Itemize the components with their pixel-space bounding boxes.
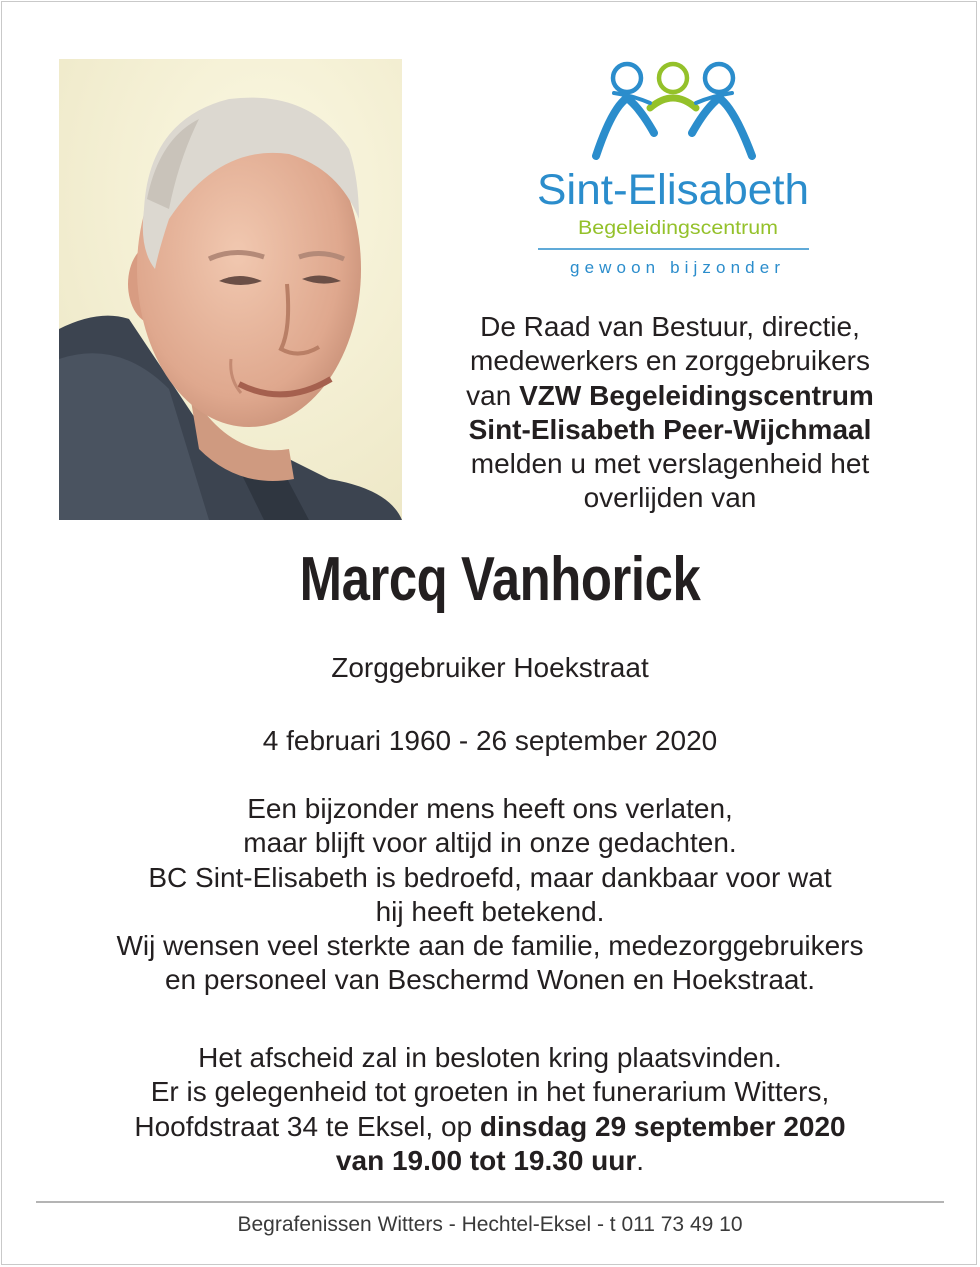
- message-line: maar blijft voor altijd in onze gedachten.: [243, 827, 737, 859]
- message-line: Wij wensen veel sterkte aan de familie, medezorggebruikers: [116, 930, 864, 962]
- farewell-time: van 19.00 tot 19.30 uur: [335, 1144, 637, 1176]
- farewell-info: [40, 1041, 940, 1178]
- farewell-line: Er is gelegenheid tot groeten in het funerarium Witters,: [150, 1076, 830, 1108]
- announcement-intro: [420, 310, 920, 516]
- message-line: BC Sint-Elisabeth is bedroefd, maar dankbaar voor wat: [148, 861, 832, 893]
- life-dates: 4 februari 1960 - 26 september 2020: [262, 725, 718, 756]
- sint-elisabeth-logo: [532, 58, 814, 280]
- logo-subtitle: Begeleidingscentrum: [578, 218, 778, 239]
- farewell-line: Het afscheid zal in besloten kring plaatsvinden.: [198, 1042, 782, 1073]
- intro-line: medewerkers en zorggebruikers: [470, 345, 870, 377]
- logo-name: Sint-Elisabeth: [537, 166, 809, 214]
- deceased-role: Zorggebruiker Hoekstraat: [331, 652, 649, 683]
- intro-text: van: [466, 379, 520, 411]
- intro-line: [420, 413, 920, 447]
- intro-line: melden u met verslagenheid het: [470, 448, 870, 480]
- message-line: en personeel van Beschermd Wonen en Hoekstraat.: [164, 964, 816, 996]
- message-line: Een bijzonder mens heeft ons verlaten,: [247, 793, 733, 824]
- logo-tagline: gewoon bijzonder: [570, 258, 780, 277]
- farewell-text: .: [636, 1144, 645, 1176]
- farewell-line: [40, 1144, 940, 1178]
- intro-line: [420, 379, 920, 413]
- farewell-line: [40, 1110, 940, 1144]
- footer-divider: [36, 1201, 944, 1203]
- intro-line: De Raad van Bestuur, directie,: [480, 311, 860, 342]
- portrait-photo: [59, 59, 402, 520]
- deceased-name: Marcq Vanhorick: [299, 545, 701, 614]
- organization-name: VZW Begeleidingscentrum: [519, 379, 874, 411]
- funeral-home-footer: Begrafenissen Witters - Hechtel-Eksel - t 011 73 49 10: [237, 1213, 743, 1236]
- memorial-message: [40, 792, 940, 998]
- farewell-text: Hoofdstraat 34 te Eksel, op: [134, 1110, 480, 1142]
- organization-location: Sint-Elisabeth Peer-Wijchmaal: [468, 413, 872, 445]
- intro-line: overlijden van: [583, 482, 757, 514]
- farewell-date: dinsdag 29 september 2020: [479, 1110, 846, 1142]
- message-line: hij heeft betekend.: [375, 895, 605, 927]
